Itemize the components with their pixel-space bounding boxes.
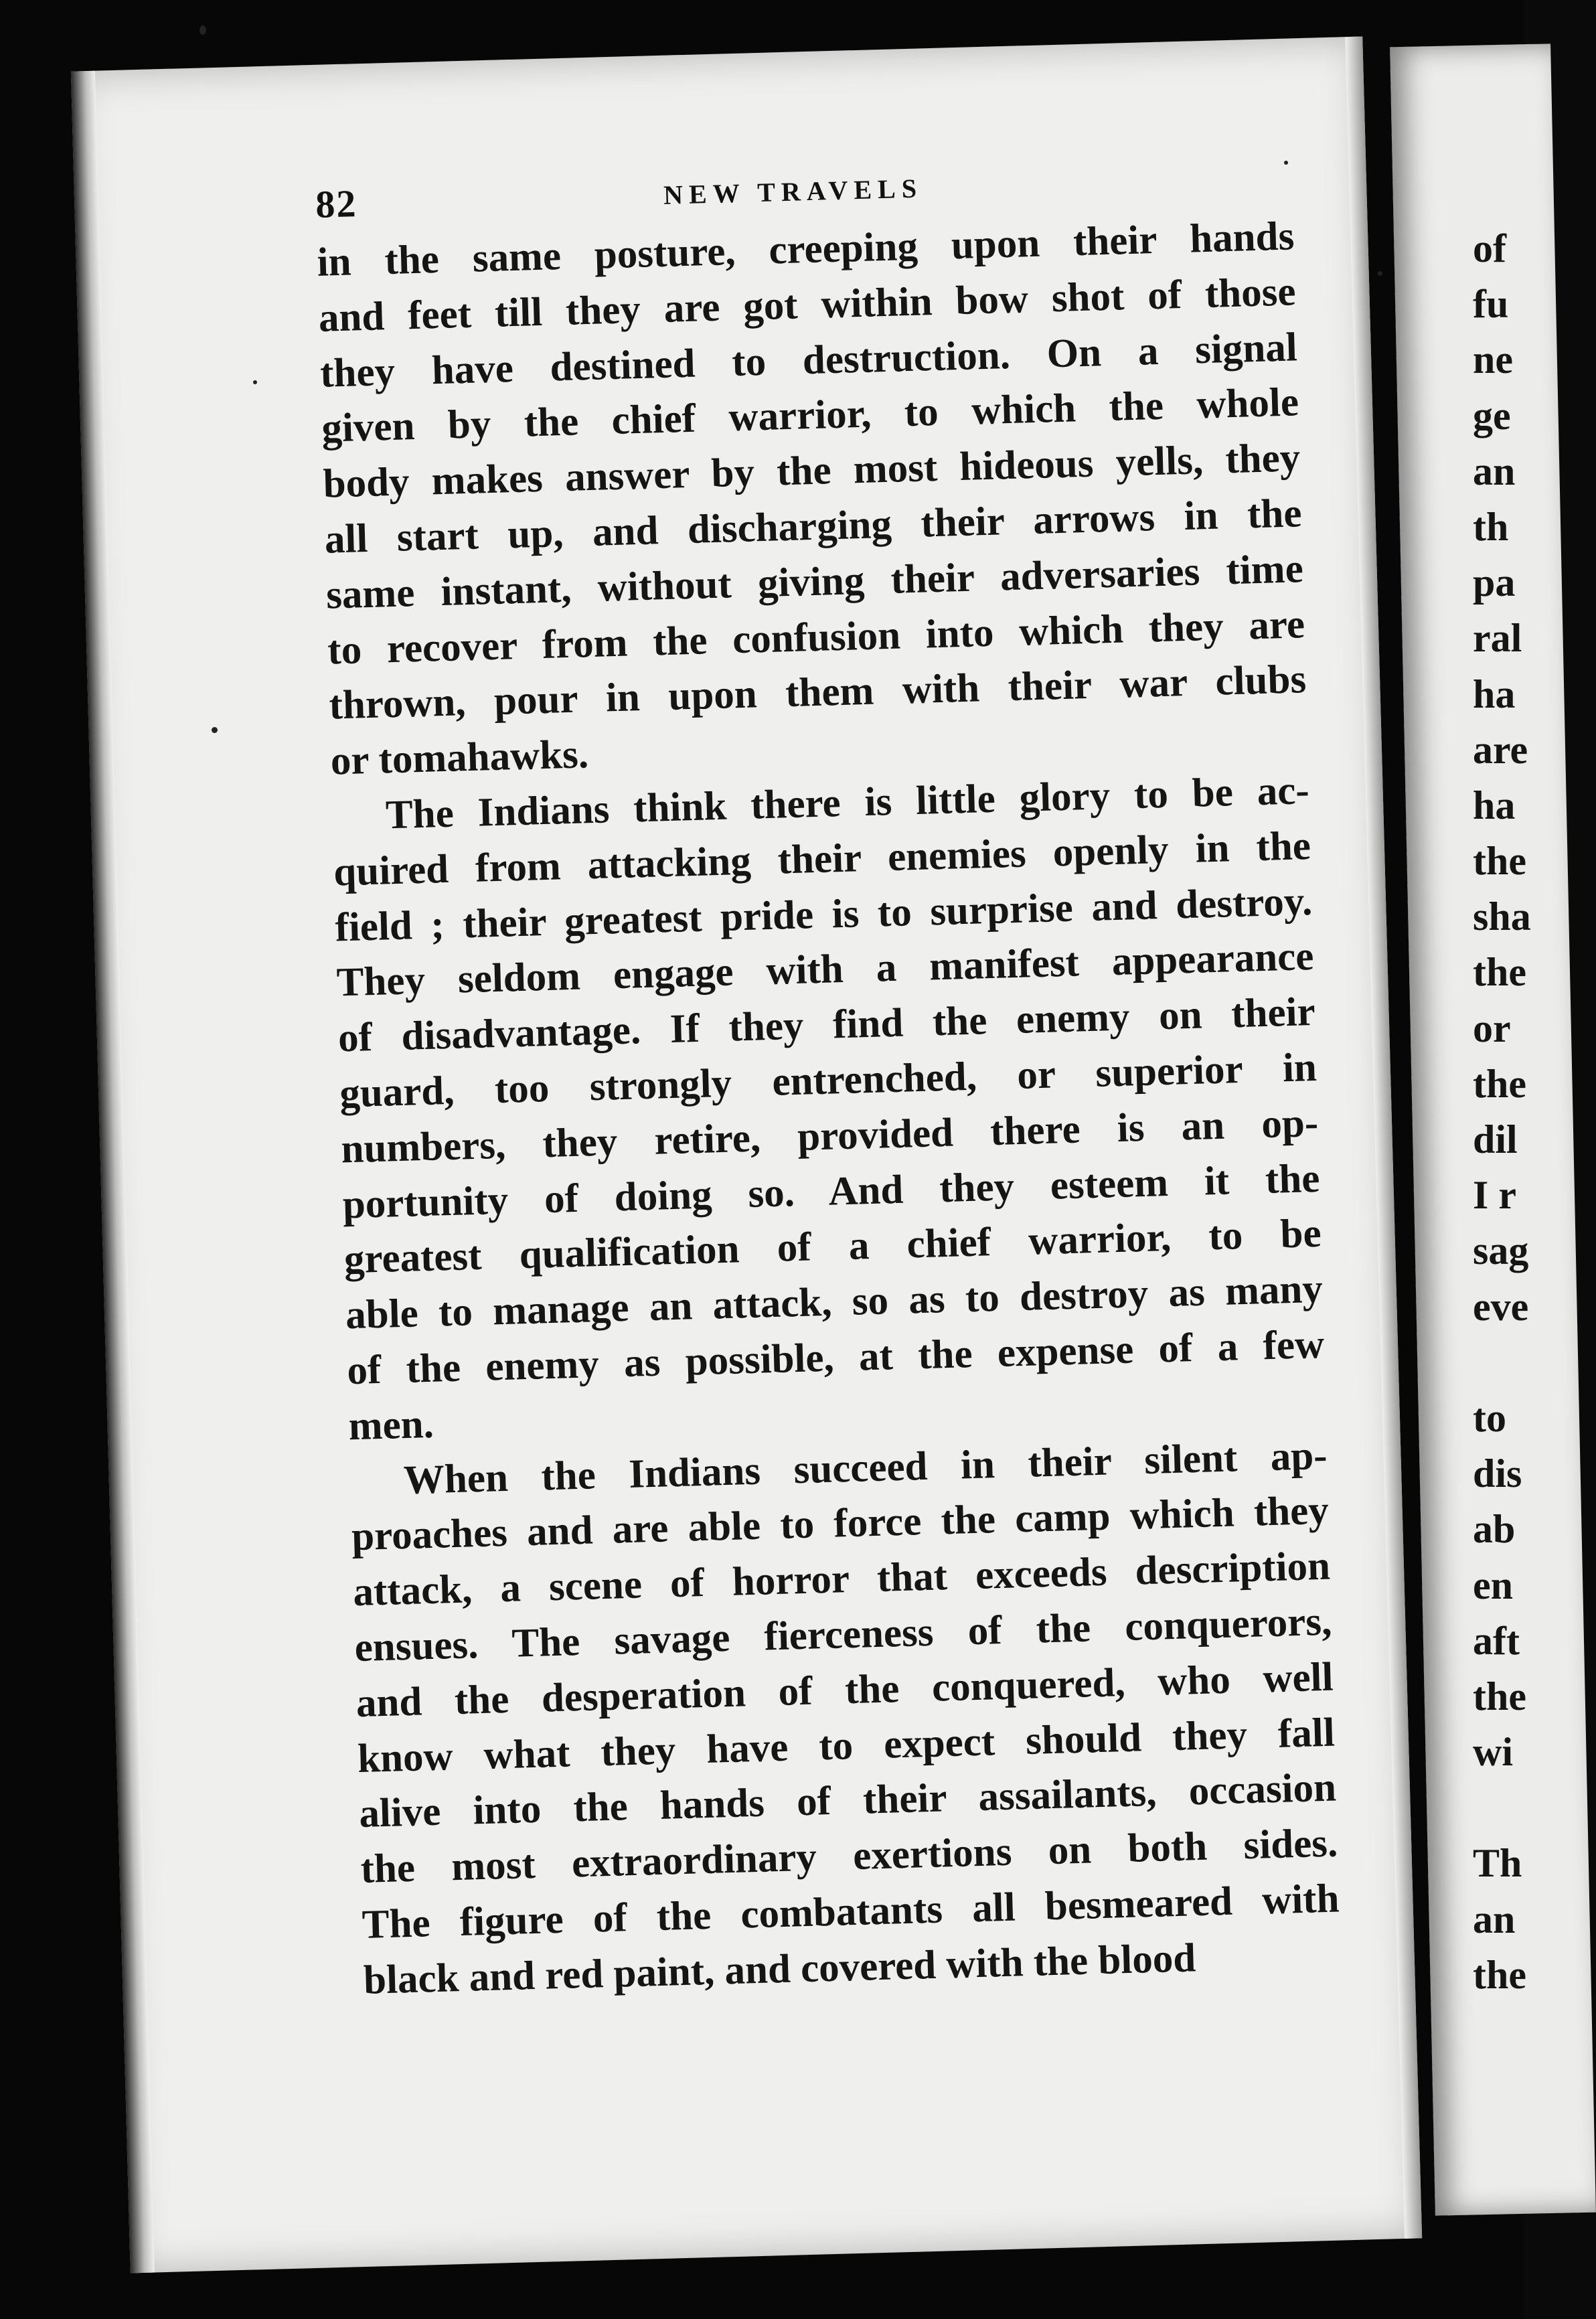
text-line: or tomahawks.	[329, 732, 589, 784]
text-line: field ; their greatest pride is to surprise and destroy.	[334, 878, 1313, 951]
text-line: greatest qualification of a chief warrior, to be	[343, 1211, 1322, 1283]
right-text-fragment	[1473, 1335, 1540, 1390]
right-text-fragment: the	[1473, 1674, 1526, 1718]
text-line: When the Indians succeed in their silent ap-	[403, 1433, 1328, 1503]
text-line: They seldom engage with a manifest appearance	[335, 934, 1315, 1006]
dust-speck	[1284, 161, 1288, 165]
page-number: 82	[315, 181, 358, 226]
right-text-fragment: the	[1473, 1952, 1526, 1997]
text-line: attack, a scene of horror that exceeds description	[352, 1543, 1331, 1615]
right-text-fragment: I r	[1473, 1173, 1516, 1218]
text-line: and feet till they are got within bow shot of those	[318, 269, 1297, 341]
dust-speck	[253, 380, 257, 384]
text-line: of the enemy as possible, at the expense of a few	[346, 1322, 1325, 1394]
right-text-fragment: ge	[1473, 393, 1511, 438]
right-text-fragment: an	[1473, 1897, 1516, 1941]
text-line: The figure of the combatants all besmeared with	[362, 1876, 1340, 1947]
text-line: alive into the hands of their assailants, occasion	[358, 1765, 1337, 1837]
dust-speck	[212, 727, 218, 733]
text-line: guard, too strongly entrenched, or superior in	[339, 1044, 1318, 1117]
right-text-fragment: to	[1473, 1395, 1506, 1440]
right-text-fragment: eve	[1473, 1284, 1529, 1329]
text-line: portunity of doing so. And they esteem it the	[341, 1155, 1321, 1227]
text-line: of disadvantage. If they find the enemy on their	[337, 989, 1316, 1061]
right-text-fragment: Th	[1473, 1841, 1522, 1886]
right-text-fragment: aft	[1473, 1618, 1520, 1663]
right-page-text	[1473, 221, 1540, 2003]
right-text-fragment: or	[1473, 1006, 1511, 1050]
text-line: the most extraordinary exertions on both sides.	[360, 1820, 1339, 1893]
right-text-fragment: an	[1473, 449, 1516, 493]
text-line: men.	[347, 1401, 434, 1449]
right-text-fragment: are	[1473, 727, 1528, 772]
right-text-fragment: wi	[1473, 1730, 1513, 1775]
text-line: The Indians think there is little glory to be ac-	[385, 768, 1310, 838]
right-text-fragment: the	[1473, 839, 1526, 884]
text-line: quired from attacking their enemies openly in the	[333, 823, 1311, 895]
right-text-fragment: ne	[1473, 337, 1513, 382]
right-text-fragment: ha	[1473, 783, 1516, 827]
left-page	[71, 36, 1422, 2273]
running-head: NEW TRAVELS	[663, 173, 923, 210]
text-line: in the same posture, creeping upon their hands	[316, 214, 1295, 285]
right-text-fragment: ral	[1473, 616, 1522, 661]
right-text-fragment: the	[1473, 950, 1526, 995]
text-line: able to manage an attack, so as to destroy as many	[345, 1266, 1324, 1338]
text-line: same instant, without giving their adversaries time	[325, 546, 1304, 618]
right-text-fragment: ha	[1473, 671, 1516, 716]
text-line: and the desperation of the conquered, who well	[355, 1654, 1334, 1726]
dust-speck	[200, 25, 206, 35]
text-line: to recover from the confusion into which they are	[327, 601, 1305, 673]
right-text-fragment: of	[1473, 226, 1506, 270]
right-text-fragment: fu	[1473, 282, 1509, 327]
right-text-fragment: sha	[1473, 894, 1531, 939]
text-line: all start up, and discharging their arrows in the	[324, 491, 1303, 562]
text-line: thrown, pour in upon them with their war clubs	[328, 657, 1307, 728]
text-line: proaches and are able to force the camp which they	[351, 1488, 1330, 1560]
text-line: know what they have to expect should they fall	[357, 1710, 1336, 1781]
text-line: body makes answer by the most hideous yells, they	[322, 435, 1301, 507]
right-text-fragment: pa	[1473, 560, 1516, 605]
dust-speck	[1378, 271, 1382, 276]
text-line: they have destined to destruction. On a signal	[319, 324, 1298, 396]
text-line: numbers, they retire, provided there is an op-	[340, 1100, 1319, 1172]
right-text-fragment: ab	[1473, 1507, 1516, 1552]
right-text-fragment: dis	[1473, 1451, 1522, 1496]
text-line: given by the chief warrior, to which the whole	[321, 380, 1299, 452]
text-line: ensues. The savage fierceness of the conquerors,	[353, 1599, 1333, 1671]
right-text-fragment	[1473, 1780, 1540, 1836]
right-text-fragment: sag	[1473, 1228, 1529, 1273]
right-text-fragment: th	[1473, 504, 1509, 549]
right-text-fragment: dil	[1473, 1117, 1518, 1162]
body-text	[317, 209, 1342, 2008]
right-text-fragment: the	[1473, 1061, 1526, 1106]
text-line: black and red paint, and covered with the blood	[363, 1935, 1196, 2003]
right-text-fragment: en	[1473, 1563, 1513, 1607]
